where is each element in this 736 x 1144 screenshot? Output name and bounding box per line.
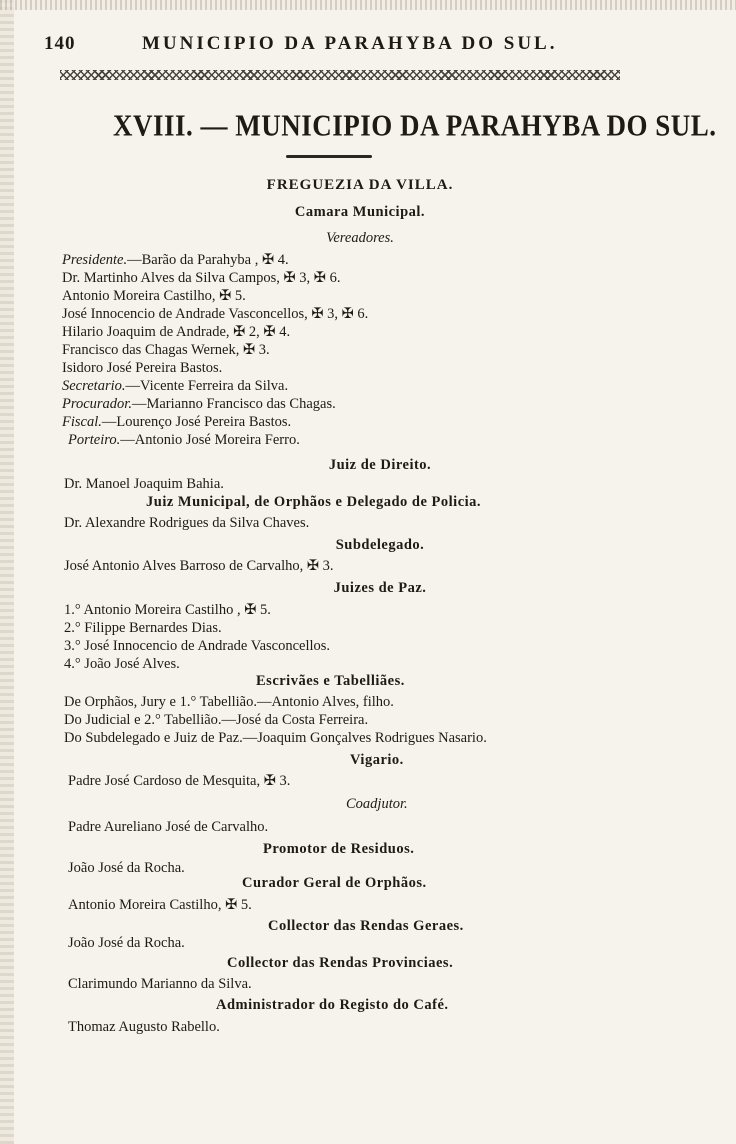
list-item: Thomaz Augusto Rabello. xyxy=(68,1019,220,1035)
page-number: 140 xyxy=(44,33,76,54)
list-item: Isidoro José Pereira Bastos. xyxy=(62,360,223,376)
section-heading-collector-provinciaes: Collector das Rendas Provinciaes. xyxy=(227,955,454,971)
list-item: Procurador.—Marianno Francisco das Chagas. xyxy=(62,396,336,412)
list-item: Padre Aureliano José de Carvalho. xyxy=(68,819,269,835)
list-item: Fiscal.—Lourenço José Pereira Bastos. xyxy=(62,414,292,430)
section-heading-juiz-municipal: Juiz Municipal, de Orphãos e Delegado de Policia. xyxy=(146,494,482,510)
section-heading-juizes-paz: Juizes de Paz. xyxy=(333,580,427,596)
list-item: Dr. Martinho Alves da Silva Campos, ✠ 3, ✠ 6. xyxy=(62,270,341,286)
list-item: 1.° Antonio Moreira Castilho , ✠ 5. xyxy=(64,602,271,618)
list-item: Porteiro.—Antonio José Moreira Ferro. xyxy=(68,432,300,448)
list-item: 3.° José Innocencio de Andrade Vasconcellos. xyxy=(64,638,331,654)
list-item: Antonio Moreira Castilho, ✠ 5. xyxy=(62,288,246,304)
parish-title: FREGUEZIA DA VILLA. xyxy=(266,177,454,193)
page-edge-top xyxy=(0,0,736,10)
list-item: 2.° Filippe Bernardes Dias. xyxy=(64,620,222,636)
section-subheading-vereadores: Vereadores. xyxy=(326,230,394,246)
list-item: Dr. Alexandre Rodrigues da Silva Chaves. xyxy=(64,515,310,531)
list-item: Do Judicial e 2.° Tabellião.—José da Costa Ferreira. xyxy=(64,712,369,728)
section-heading-curador: Curador Geral de Orphãos. xyxy=(242,875,427,891)
list-item: Francisco das Chagas Wernek, ✠ 3. xyxy=(62,342,270,358)
list-item: Hilario Joaquim de Andrade, ✠ 2, ✠ 4. xyxy=(62,324,291,340)
list-item: Dr. Manoel Joaquim Bahia. xyxy=(64,476,224,492)
list-item: Secretario.—Vicente Ferreira da Silva. xyxy=(62,378,289,394)
page-edge-left xyxy=(0,0,14,1144)
section-heading-promotor: Promotor de Residuos. xyxy=(263,841,415,857)
list-item: José Antonio Alves Barroso de Carvalho, ✠ 3. xyxy=(64,558,334,574)
ornamental-rule xyxy=(60,70,620,80)
section-heading-juiz-direito: Juiz de Direito. xyxy=(328,457,432,473)
section-heading-escrivaes: Escrivães e Tabelliães. xyxy=(256,673,405,689)
section-heading-collector-geraes: Collector das Rendas Geraes. xyxy=(268,918,464,934)
list-item: Clarimundo Marianno da Silva. xyxy=(68,976,252,992)
section-heading-subdelegado: Subdelegado. xyxy=(335,537,425,553)
list-item: João José da Rocha. xyxy=(68,860,185,876)
list-item: Antonio Moreira Castilho, ✠ 5. xyxy=(68,897,252,913)
running-head xyxy=(44,33,704,59)
list-item: Do Subdelegado e Juiz de Paz.—Joaquim Gonçalves Rodrigues Nasario. xyxy=(64,730,487,746)
title-rule xyxy=(286,155,372,158)
list-item: João José da Rocha. xyxy=(68,935,185,951)
list-item: Presidente.—Barão da Parahyba , ✠ 4. xyxy=(62,252,289,268)
list-item: Padre José Cardoso de Mesquita, ✠ 3. xyxy=(68,773,291,789)
section-heading-camara: Camara Municipal. xyxy=(294,204,426,220)
list-item: 4.° João José Alves. xyxy=(64,656,180,672)
list-item: De Orphãos, Jury e 1.° Tabellião.—Antonio Alves, filho. xyxy=(64,694,394,710)
running-title: MUNICIPIO DA PARAHYBA DO SUL. xyxy=(142,33,558,54)
section-heading-administrador: Administrador do Registo do Café. xyxy=(216,997,449,1013)
chapter-title: XVIII. — MUNICIPIO DA PARAHYBA DO SUL. xyxy=(113,108,717,143)
list-item: José Innocencio de Andrade Vasconcellos, ✠ 3, ✠ 6. xyxy=(62,306,369,322)
section-heading-vigario: Vigario. xyxy=(350,752,404,768)
section-heading-coadjutor: Coadjutor. xyxy=(346,796,408,812)
